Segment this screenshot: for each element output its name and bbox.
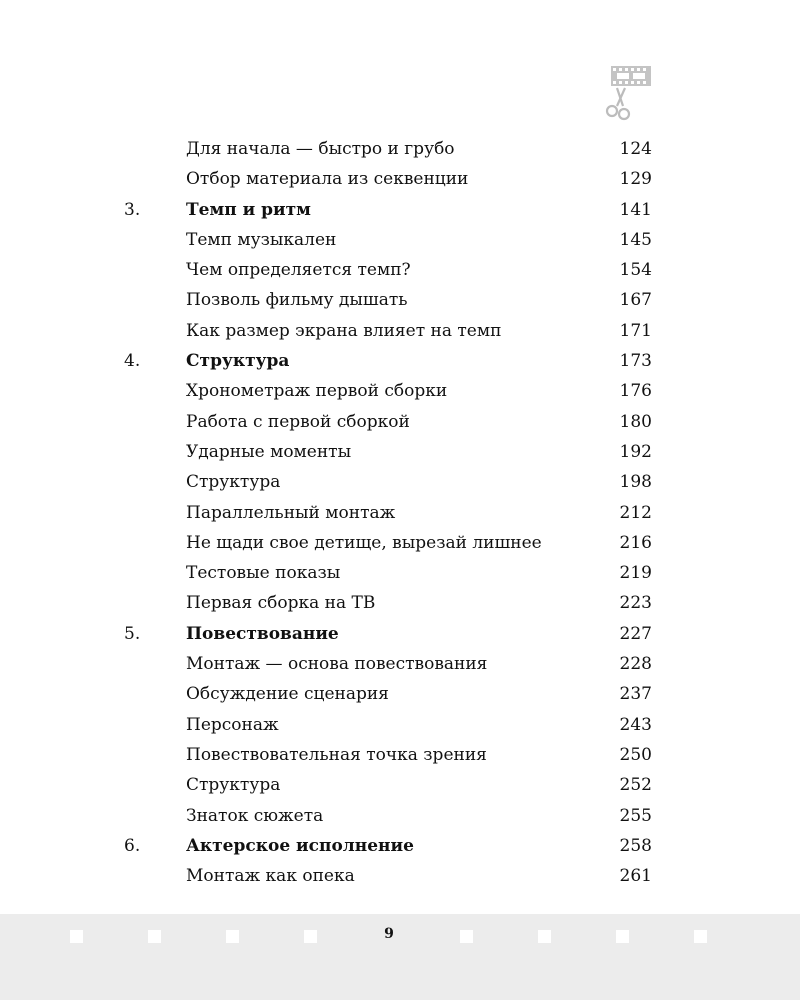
toc-entry-row xyxy=(0,649,800,679)
toc-chapter-number: 4. xyxy=(124,351,141,372)
toc-chapter-number: 5. xyxy=(124,623,141,644)
toc-entry-row xyxy=(0,225,800,255)
toc-entry-row xyxy=(0,861,800,891)
toc-page-number: 252 xyxy=(619,775,652,796)
toc-entry-title: Монтаж как опека xyxy=(186,866,355,887)
toc-chapter-row xyxy=(0,619,800,649)
toc-entry-row xyxy=(0,801,800,831)
toc-entry-title: Персонаж xyxy=(186,714,279,735)
footer-decor-square xyxy=(616,930,629,943)
footer-decor-square xyxy=(694,930,707,943)
toc-entry-row xyxy=(0,679,800,709)
toc-entry-title: Структура xyxy=(186,472,281,493)
toc-entry-row xyxy=(0,740,800,770)
footer-decor-square xyxy=(538,930,551,943)
toc-page-number: 237 xyxy=(619,684,652,705)
toc-entry-row xyxy=(0,467,800,497)
toc-entry-title: Первая сборка на ТВ xyxy=(186,593,376,614)
toc-entry-row xyxy=(0,316,800,346)
toc-chapter-number: 3. xyxy=(124,199,141,220)
toc-entry-title: Чем определяется темп? xyxy=(186,260,411,281)
toc-chapter-row xyxy=(0,831,800,861)
toc-page-number: 258 xyxy=(619,835,652,856)
toc-chapter-title: Повествование xyxy=(186,623,339,644)
toc-entry-title: Отбор материала из секвенции xyxy=(186,169,469,190)
toc-page-number: 145 xyxy=(619,229,652,250)
table-of-contents xyxy=(0,134,800,891)
film-strip-scissors-icon xyxy=(603,64,655,124)
toc-entry-row xyxy=(0,164,800,194)
toc-page-number: 192 xyxy=(619,441,652,462)
toc-page-number: 141 xyxy=(619,199,652,220)
toc-entry-title: Параллельный монтаж xyxy=(186,502,396,523)
toc-entry-row xyxy=(0,710,800,740)
toc-page-number: 219 xyxy=(619,563,652,584)
toc-page-number: 180 xyxy=(619,411,652,432)
toc-page-number: 243 xyxy=(619,714,652,735)
toc-entry-row xyxy=(0,528,800,558)
toc-page-number: 198 xyxy=(619,472,652,493)
toc-page-number: 167 xyxy=(619,290,652,311)
toc-chapter-number: 6. xyxy=(124,835,141,856)
toc-entry-title: Монтаж — основа повествования xyxy=(186,654,488,675)
toc-entry-title: Ударные моменты xyxy=(186,441,352,462)
toc-entry-row xyxy=(0,588,800,618)
toc-entry-row xyxy=(0,376,800,406)
page-number: 9 xyxy=(384,926,394,942)
toc-chapter-title: Актерское исполнение xyxy=(186,835,414,856)
toc-page-number: 227 xyxy=(619,623,652,644)
toc-entry-title: Обсуждение сценария xyxy=(186,684,389,705)
toc-entry-title: Как размер экрана влияет на темп xyxy=(186,320,502,341)
toc-chapter-title: Структура xyxy=(186,351,290,372)
toc-page-number: 154 xyxy=(619,260,652,281)
toc-entry-row xyxy=(0,134,800,164)
toc-page-number: 216 xyxy=(619,532,652,553)
toc-entry-title: Для начала — быстро и грубо xyxy=(186,139,455,159)
toc-page-number: 173 xyxy=(619,351,652,372)
toc-entry-row xyxy=(0,437,800,467)
toc-entry-title: Темп музыкален xyxy=(186,229,337,250)
footer-decor-square xyxy=(460,930,473,943)
toc-entry-row xyxy=(0,285,800,315)
toc-entry-title: Не щади свое детище, вырезай лишнее xyxy=(186,532,542,553)
toc-entry-title: Знаток сюжета xyxy=(186,805,324,826)
toc-page-number: 223 xyxy=(619,593,652,614)
toc-page-number: 171 xyxy=(619,320,652,341)
toc-chapter-row xyxy=(0,195,800,225)
toc-entry-row xyxy=(0,498,800,528)
toc-page-number: 212 xyxy=(619,502,652,523)
toc-entry-row xyxy=(0,407,800,437)
toc-entry-title: Хронометраж первой сборки xyxy=(186,381,448,402)
toc-page-number: 228 xyxy=(619,654,652,675)
toc-page-number: 250 xyxy=(619,744,652,765)
toc-entry-title: Тестовые показы xyxy=(186,563,341,584)
toc-entry-row xyxy=(0,558,800,588)
toc-entry-row xyxy=(0,770,800,800)
toc-entry-title: Повествовательная точка зрения xyxy=(186,744,487,765)
toc-page-number: 129 xyxy=(619,169,652,190)
toc-page-number: 261 xyxy=(619,866,652,887)
toc-page-number: 124 xyxy=(619,139,652,159)
page-footer xyxy=(0,914,800,1000)
toc-page-number: 176 xyxy=(619,381,652,402)
toc-chapter-title: Темп и ритм xyxy=(186,199,311,220)
toc-entry-title: Позволь фильму дышать xyxy=(186,290,408,311)
toc-chapter-row xyxy=(0,346,800,376)
toc-entry-row xyxy=(0,255,800,285)
toc-entry-title: Работа с первой сборкой xyxy=(186,411,410,432)
toc-page-number: 255 xyxy=(619,805,652,826)
toc-entry-title: Структура xyxy=(186,775,281,796)
